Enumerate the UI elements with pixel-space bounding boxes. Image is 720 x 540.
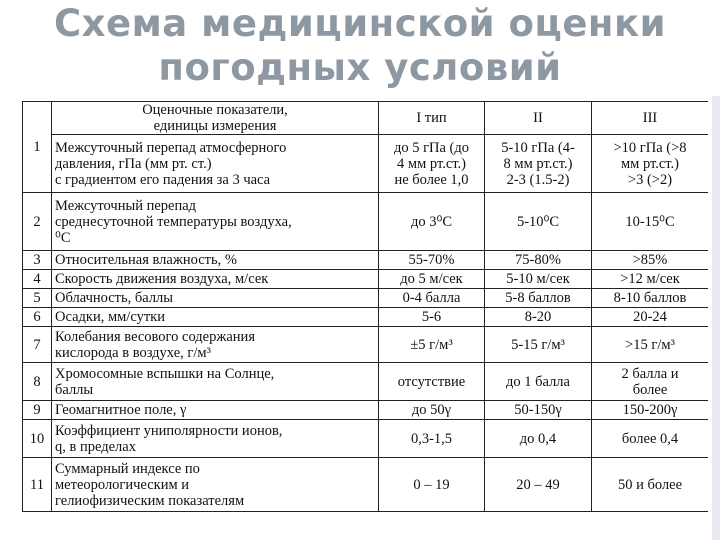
type2-value: 5-15 г/м³ — [485, 327, 592, 363]
table-row — [23, 401, 709, 420]
indicator-cell — [52, 193, 379, 251]
row-number: 10 — [23, 420, 52, 458]
type1-value: ±5 г/м³ — [379, 327, 485, 363]
indicator-text: Осадки, мм/сутки — [52, 308, 379, 327]
row-number: 9 — [23, 401, 52, 420]
table-row — [23, 135, 709, 193]
type2-value: 5-8 баллов — [485, 289, 592, 308]
slide-edge-decoration — [712, 96, 720, 540]
type3-value: 2 балла и более — [592, 363, 709, 401]
row-number: 4 — [23, 270, 52, 289]
weather-assessment-table — [22, 101, 708, 533]
indicator-text: Межсуточный перепад атмосферного давления, гПа (мм рт. ст.) с градиентом его падения за 3 часа — [55, 139, 287, 188]
indicator-text: Облачность, баллы — [52, 289, 379, 308]
indicator-cell — [52, 135, 379, 193]
indicator-text: Колебания весового содержания кислорода в воздухе, г/м³ — [55, 328, 255, 361]
table-row — [23, 289, 709, 308]
table-row — [23, 420, 709, 458]
row-number: 1 — [33, 139, 41, 155]
page-title — [0, 2, 720, 90]
table-row — [23, 308, 709, 327]
row-number: 2 — [23, 193, 52, 251]
type3-value: >12 м/сек — [592, 270, 709, 289]
type3-value: 8-10 баллов — [592, 289, 709, 308]
header-type1-cell — [379, 102, 485, 135]
table-row — [23, 270, 709, 289]
type3-value: 50 и более — [592, 458, 709, 512]
row-number: 6 — [23, 308, 52, 327]
type2-value: 5-10 гПа (4- 8 мм рт.ст.) 2-3 (1.5-2) — [485, 135, 592, 193]
type2-value: 5-10⁰С — [485, 193, 592, 251]
type3-value: >15 г/м³ — [592, 327, 709, 363]
type1-value: 0-4 балла — [379, 289, 485, 308]
indicator-text: Скорость движения воздуха, м/сек — [52, 270, 379, 289]
row-number: 5 — [23, 289, 52, 308]
indicator-cell — [52, 363, 379, 401]
type1-value: до 3⁰С — [379, 193, 485, 251]
type1-value: 0 – 19 — [379, 458, 485, 512]
indicator-cell — [52, 327, 379, 363]
type2-value: 75-80% — [485, 251, 592, 270]
type1-value: 0,3-1,5 — [379, 420, 485, 458]
header-type3-cell — [592, 102, 709, 135]
header-type2: II — [533, 110, 543, 126]
indicator-cell — [52, 420, 379, 458]
header-type1: I тип — [416, 110, 447, 126]
type2-value: 5-10 м/сек — [485, 270, 592, 289]
header-type2-cell — [485, 102, 592, 135]
indicator-text: Геомагнитное поле, γ — [52, 401, 379, 420]
indicator-text: Хромосомные вспышки на Солнце, баллы — [55, 365, 275, 398]
indicator-text: Коэффициент униполярности ионов, q, в пределах — [55, 422, 283, 455]
type1-value: до 5 гПа (до 4 мм рт.ст.) не более 1,0 — [379, 135, 485, 193]
type2-value: 20 – 49 — [485, 458, 592, 512]
type2-value: 8-20 — [485, 308, 592, 327]
type3-value: более 0,4 — [592, 420, 709, 458]
type2-value: 50-150γ — [485, 401, 592, 420]
header-indicator: Оценочные показатели, единицы измерения — [142, 102, 288, 134]
row-number: 7 — [23, 327, 52, 363]
indicator-text: Межсуточный перепад среднесуточной температуры воздуха, ⁰С — [55, 197, 292, 246]
type3-value: 150-200γ — [592, 401, 709, 420]
table-row — [23, 193, 709, 251]
table-row — [23, 327, 709, 363]
type1-value: до 5 м/сек — [379, 270, 485, 289]
type1-value: до 50γ — [379, 401, 485, 420]
type1-value: 55-70% — [379, 251, 485, 270]
type1-value: 5-6 — [379, 308, 485, 327]
row-number-cell — [23, 102, 52, 193]
type3-value: >10 гПа (>8 мм рт.ст.) >3 (>2) — [592, 135, 709, 193]
type3-value: 10-15⁰С — [592, 193, 709, 251]
type2-value: до 0,4 — [485, 420, 592, 458]
title-line-1: Схема медицинской оценки — [53, 2, 667, 45]
type3-value: 20-24 — [592, 308, 709, 327]
header-indicator-cell — [52, 102, 379, 135]
type3-value: >85% — [592, 251, 709, 270]
title-line-2: погодных условий — [158, 46, 562, 89]
type1-value: отсутствие — [379, 363, 485, 401]
type2-value: до 1 балла — [485, 363, 592, 401]
row-number: 8 — [23, 363, 52, 401]
table-row — [23, 458, 709, 512]
table-row — [23, 251, 709, 270]
indicator-cell — [52, 458, 379, 512]
header-type3: III — [642, 110, 658, 126]
indicator-text: Относительная влажность, % — [52, 251, 379, 270]
indicator-text: Суммарный индексе по метеорологическим и гелиофизическим показателям — [55, 460, 245, 509]
row-number: 11 — [23, 458, 52, 512]
table-row — [23, 363, 709, 401]
row-number: 3 — [23, 251, 52, 270]
table-header-row — [23, 102, 709, 135]
